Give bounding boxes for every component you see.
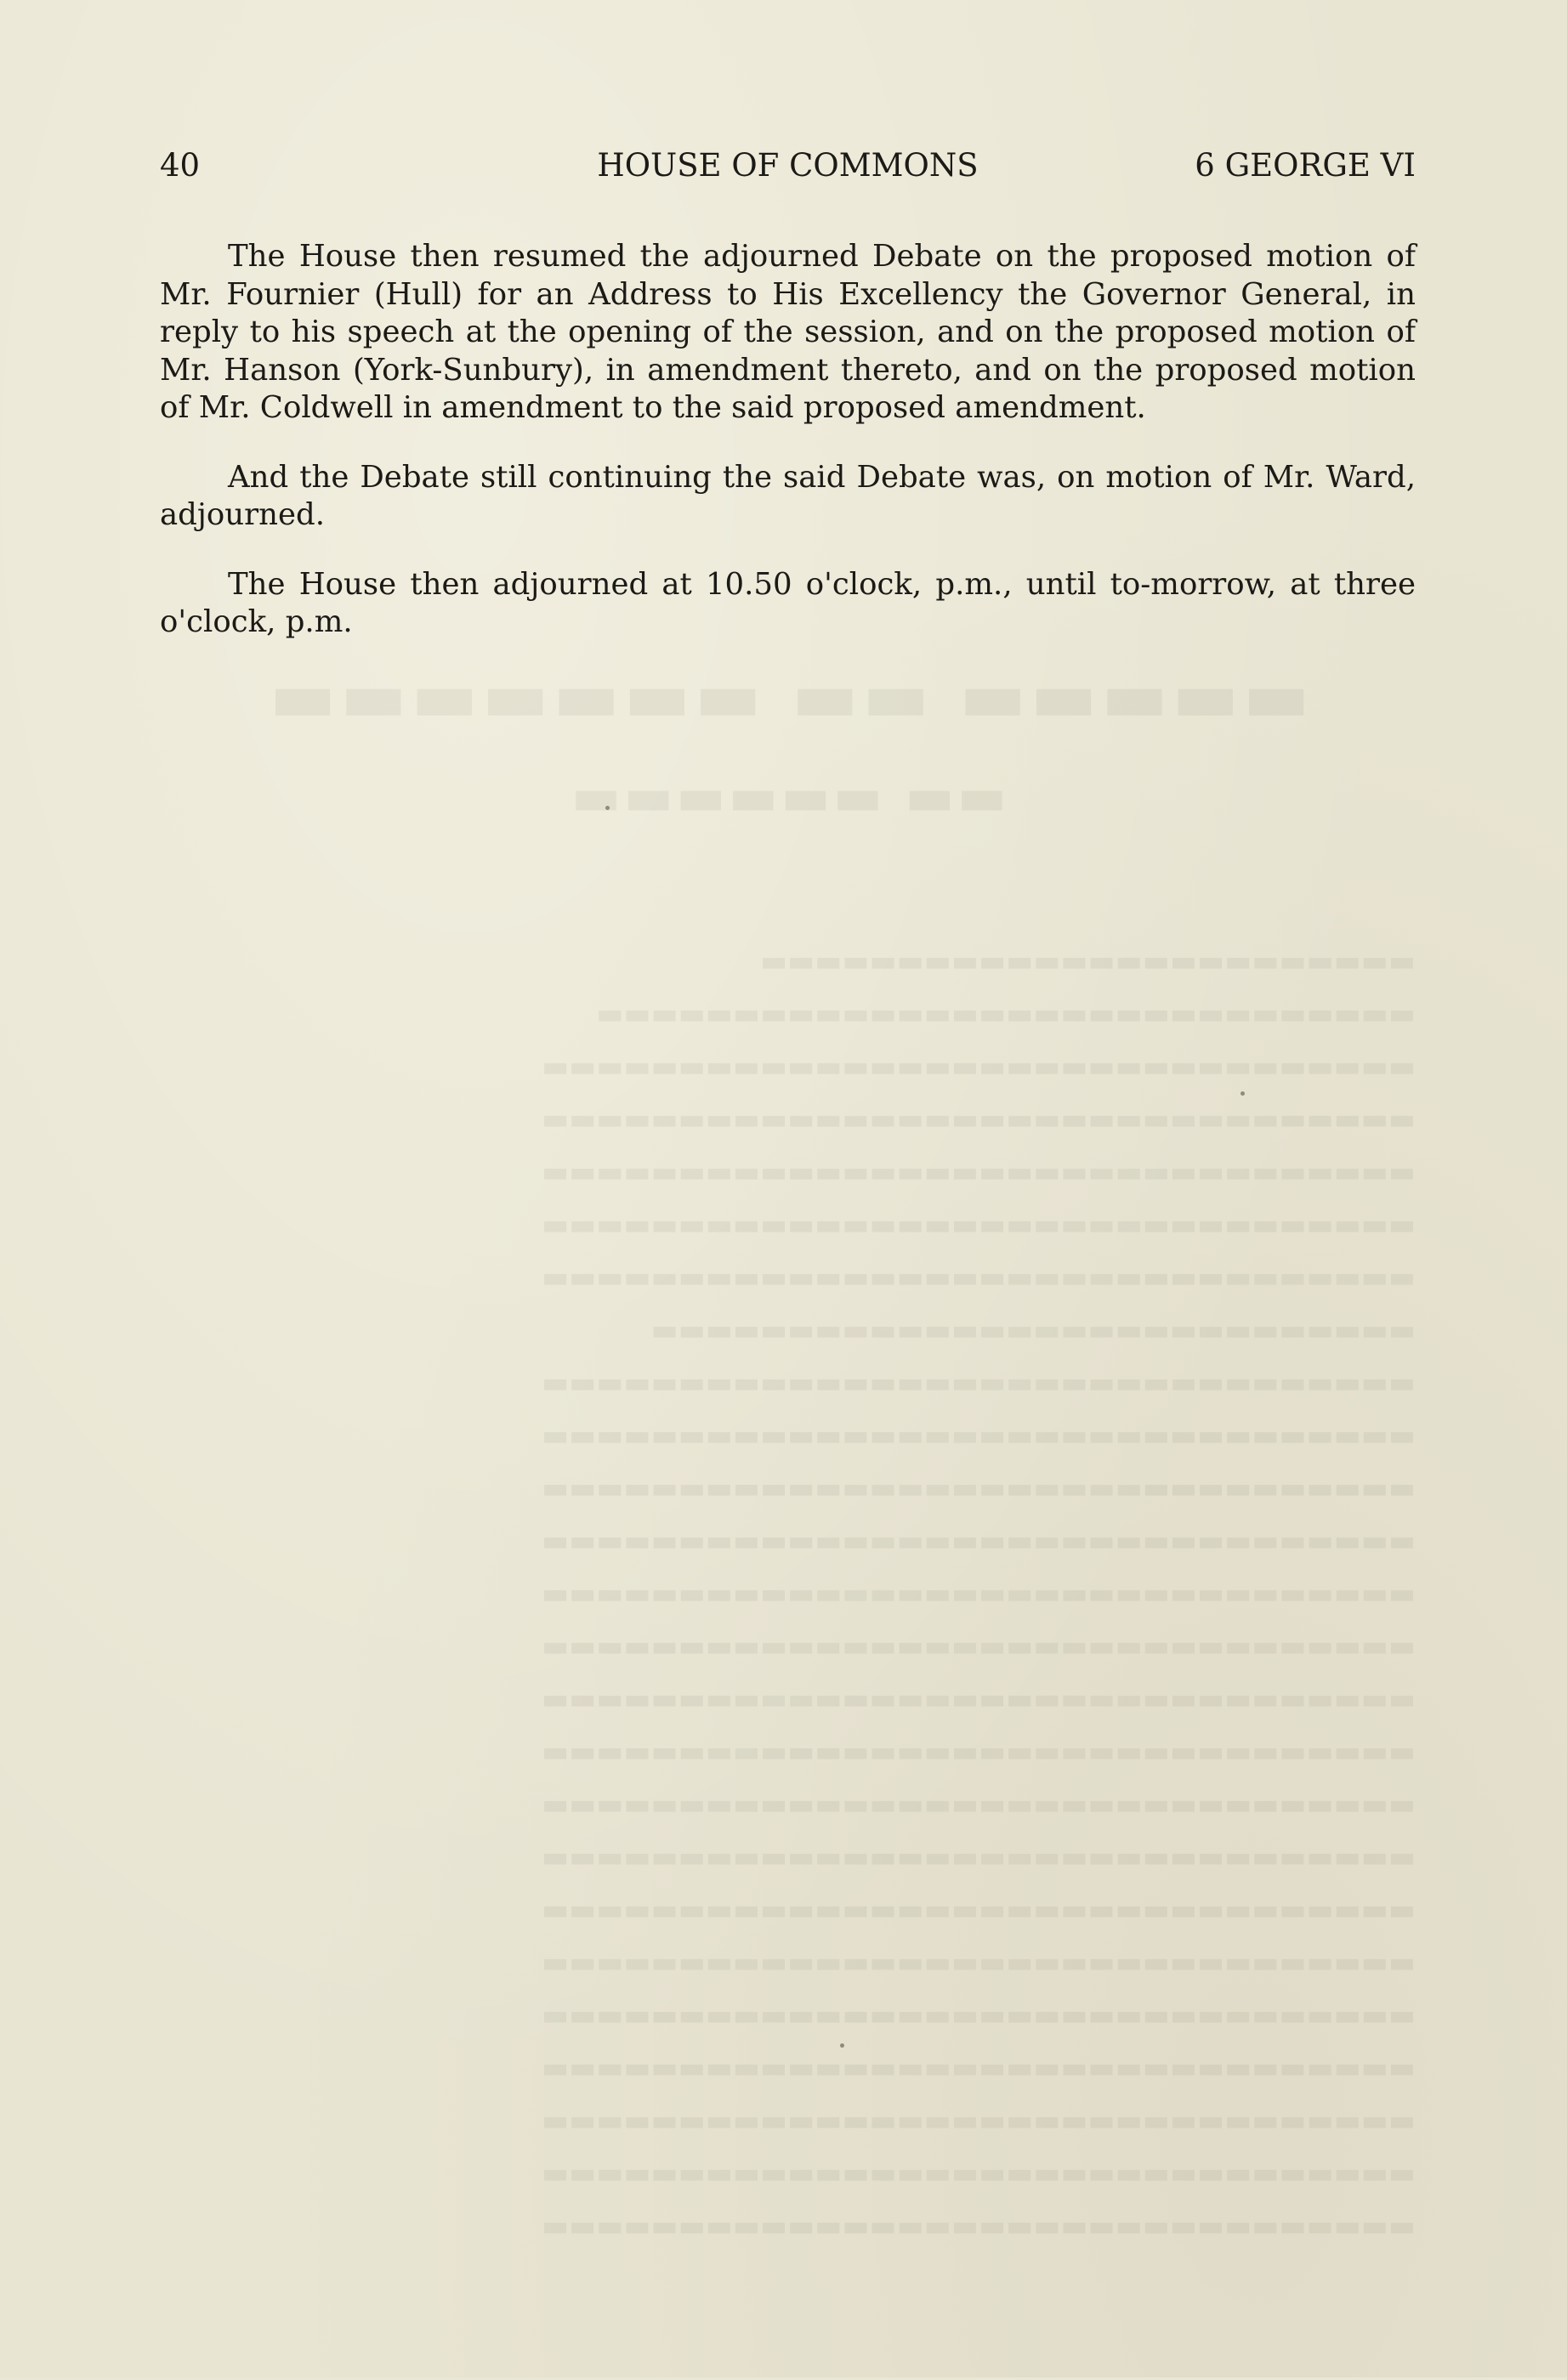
journal-entries: [160, 238, 1416, 673]
ink-speck: [605, 806, 610, 810]
ink-speck: [1241, 1091, 1245, 1096]
regnal-year: 6 GEORGE VI: [1195, 147, 1416, 184]
running-head: [160, 144, 1416, 187]
paragraph-house-adjourned: The House then adjourned at 10.50 o'clock, p.m., until to-morrow, at three o'clock, p.m.: [160, 566, 1416, 639]
paragraph-resumed-debate: The House then resumed the adjourned Debate on the proposed motion of Mr. Fournier (Hull) for an Address to His Excellency the Governor General, in reply to his speech at the opening of the session, and on the proposed motion of Mr. Hanson (York-Sunbury), in amendment thereto, and on the proposed motion of Mr. Coldwell in amendment to the said proposed amendment.: [160, 239, 1416, 425]
ink-speck: [840, 2043, 844, 2048]
running-title: HOUSE OF COMMONS: [597, 147, 979, 184]
bleed-through-lines: ▬▬▬▬▬▬▬▬▬▬▬▬▬▬▬▬▬▬▬▬▬▬▬▬ ▬▬▬▬▬▬▬▬▬▬▬▬▬▬▬▬▬▬▬▬▬▬▬▬▬▬▬▬▬▬ ▬▬▬▬▬▬▬▬▬▬▬▬▬▬▬▬▬▬▬▬▬▬▬▬▬▬▬▬▬▬▬▬ ▬▬▬▬▬▬▬▬▬▬▬▬▬▬▬▬▬▬▬▬▬▬▬▬▬▬▬▬▬▬▬▬ ▬▬▬▬▬▬▬▬▬▬▬▬▬▬▬▬▬▬▬▬▬▬▬▬▬▬▬▬▬▬▬▬ ▬▬▬▬▬▬▬▬▬▬▬▬▬▬▬▬▬▬▬▬▬▬▬▬▬▬▬▬▬▬▬▬ ▬▬▬▬▬▬▬▬▬▬▬▬▬▬▬▬▬▬▬▬▬▬▬▬▬▬▬▬▬▬▬▬ ▬▬▬▬▬▬▬▬▬▬▬▬▬▬▬▬▬▬▬▬▬▬▬▬▬▬▬▬ ▬▬▬▬▬▬▬▬▬▬▬▬▬▬▬▬▬▬▬▬▬▬▬▬▬▬▬▬▬▬▬▬ ▬▬▬▬▬▬▬▬▬▬▬▬▬▬▬▬▬▬▬▬▬▬▬▬▬▬▬▬▬▬▬▬ ▬▬▬▬▬▬▬▬▬▬▬▬▬▬▬▬▬▬▬▬▬▬▬▬▬▬▬▬▬▬▬▬ ▬▬▬▬▬▬▬▬▬▬▬▬▬▬▬▬▬▬▬▬▬▬▬▬▬▬▬▬▬▬▬▬ ▬▬▬▬▬▬▬▬▬▬▬▬▬▬▬▬▬▬▬▬▬▬▬▬▬▬▬▬▬▬▬▬ ▬▬▬▬▬▬▬▬▬▬▬▬▬▬▬▬▬▬▬▬▬▬▬▬▬▬▬▬▬▬▬▬ ▬▬▬▬▬▬▬▬▬▬▬▬▬▬▬▬▬▬▬▬▬▬▬▬▬▬▬▬▬▬▬▬ ▬▬▬▬▬▬▬▬▬▬▬▬▬▬▬▬▬▬▬▬▬▬▬▬▬▬▬▬▬▬▬▬ ▬▬▬▬▬▬▬▬▬▬▬▬▬▬▬▬▬▬▬▬▬▬▬▬▬▬▬▬▬▬▬▬ ▬▬▬▬▬▬▬▬▬▬▬▬▬▬▬▬▬▬▬▬▬▬▬▬▬▬▬▬▬▬▬▬ ▬▬▬▬▬▬▬▬▬▬▬▬▬▬▬▬▬▬▬▬▬▬▬▬▬▬▬▬▬▬▬▬ ▬▬▬▬▬▬▬▬▬▬▬▬▬▬▬▬▬▬▬▬▬▬▬▬▬▬▬▬▬▬▬▬ ▬▬▬▬▬▬▬▬▬▬▬▬▬▬▬▬▬▬▬▬▬▬▬▬▬▬▬▬▬▬▬▬ ▬▬▬▬▬▬▬▬▬▬▬▬▬▬▬▬▬▬▬▬▬▬▬▬▬▬▬▬▬▬▬▬ ▬▬▬▬▬▬▬▬▬▬▬▬▬▬▬▬▬▬▬▬▬▬▬▬▬▬▬▬▬▬▬▬ ▬▬▬▬▬▬▬▬▬▬▬▬▬▬▬▬▬▬▬▬▬▬▬▬▬▬▬▬▬▬▬▬ ▬▬▬▬▬▬▬▬▬▬▬▬▬▬▬▬▬▬▬▬▬▬▬▬▬▬▬▬▬▬▬▬: [542, 944, 1416, 2243]
bleed-through-subheading: ▬▬ ▬▬▬▬▬▬: [568, 765, 1008, 827]
page-number: 40: [160, 147, 201, 184]
bleed-through-heading: ▬▬▬▬▬ ▬▬ ▬▬▬▬▬▬▬: [265, 654, 1310, 738]
paragraph-debate-adjourned: And the Debate still continuing the said Debate was, on motion of Mr. Ward, adjourned.: [160, 459, 1416, 532]
